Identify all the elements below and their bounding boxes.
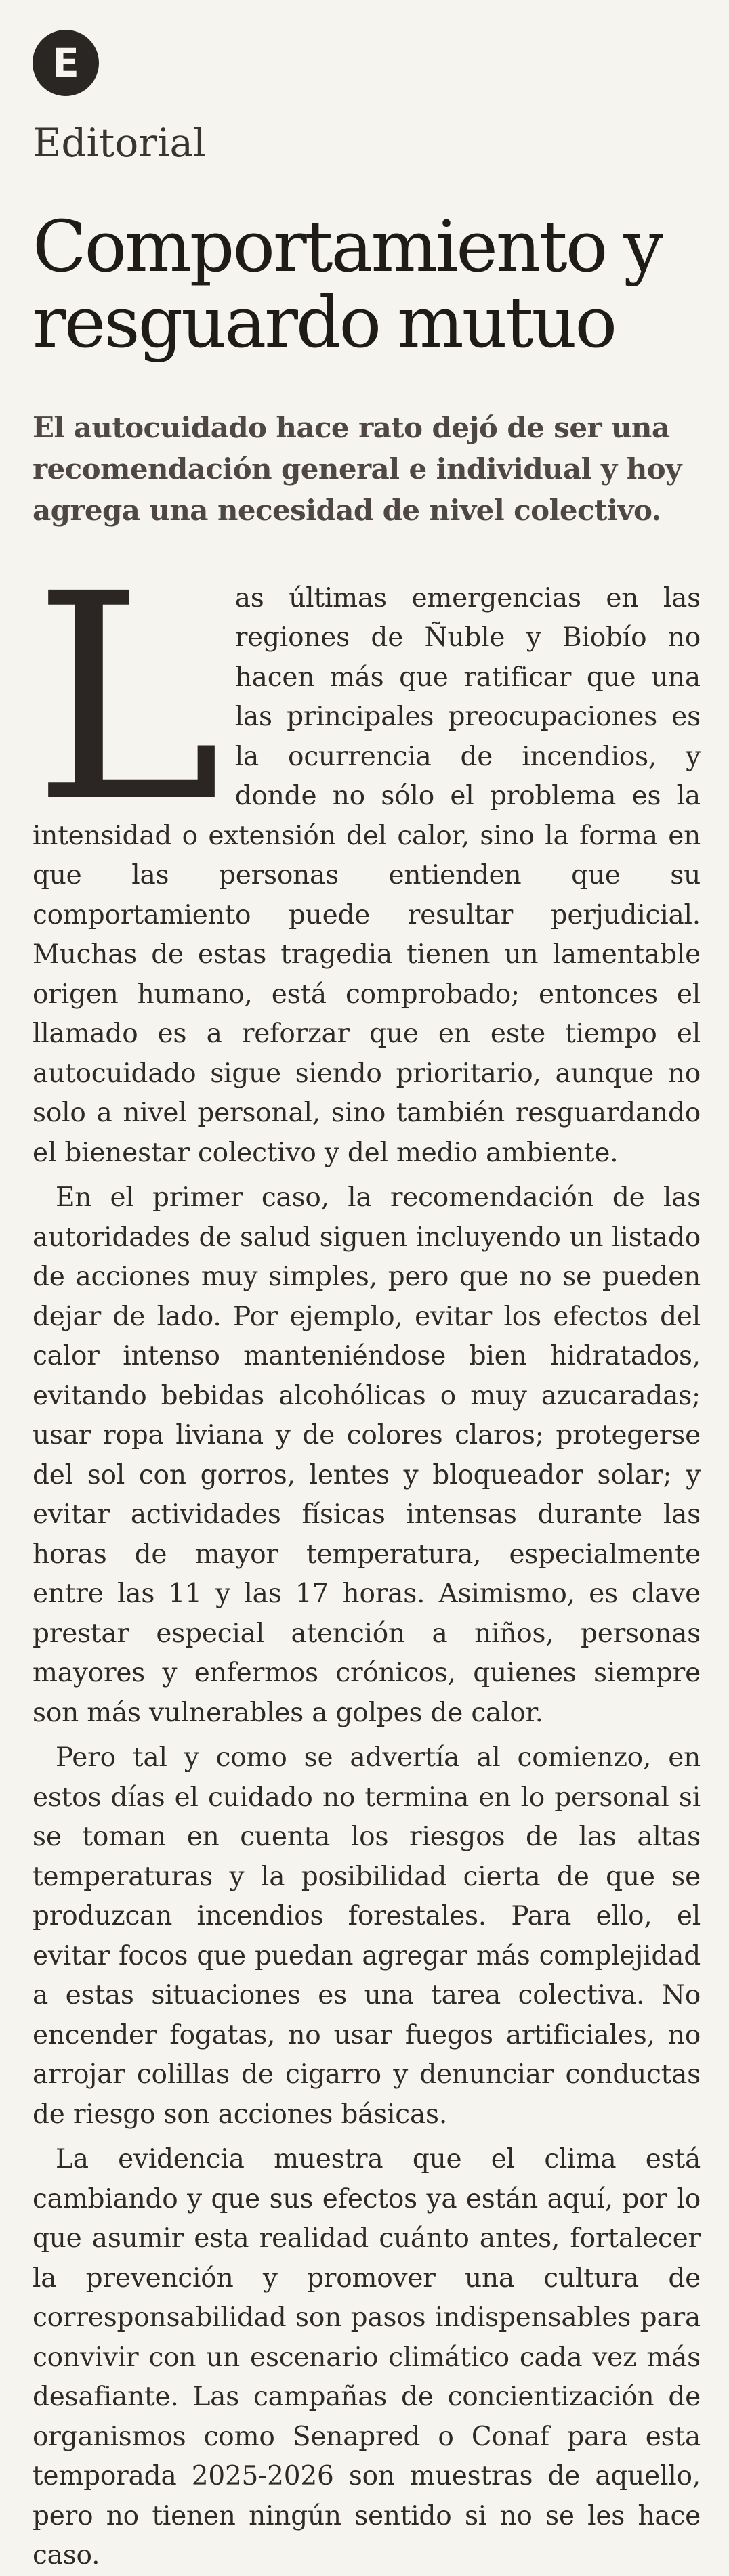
section-label: Editorial xyxy=(33,120,206,166)
paragraph-3: Pero tal y como se advertía al comienzo, en estos días el cuidado no termina en lo personal si se toman en cuenta los riesgos de las altas temperaturas y la posibilidad cierta de que se produzcan incendios forestales. Para ello, el evitar focos que puedan agregar más complejidad a estas situaciones es una tarea colectiva. No encender fogatas, no usar fuegos artificiales, no arrojar colillas de cigarro y denunciar conductas de riesgo son acciones básicas. xyxy=(33,1742,701,2130)
headline: Comportamiento y resguardo mutuo xyxy=(33,205,662,364)
article-body xyxy=(33,533,701,2576)
paragraph-1: as últimas emergencias en las regiones de Ñuble y Biobío no hacen más que ratificar que una las principales preocupaciones es la ocurrencia de incendios, y donde no sólo el problema es la intensidad o extensión del calor, sino la forma en que las personas entienden que su comportamiento puede resultar perjudicial. Muchas de estas tragedia tienen un lamentable origen humano, está comprobado; entonces el llamado es a reforzar que en este tiempo el autocuidado sigue siendo prioritario, aunque no solo a nivel personal, sino también resguardando el bienestar colectivo y del medio ambiente. xyxy=(33,582,701,1168)
drop-cap: L xyxy=(33,533,222,865)
section-badge xyxy=(33,30,99,96)
paragraph-4: La evidencia muestra que el clima está cambiando y que sus efectos ya están aquí, por lo que asumir esta realidad cuánto antes, fortalecer la prevención y promover una cultura de corresponsabilidad son pasos indispensables para convivir con un escenario climático cada vez más desafiante. Las campañas de concientización de organismos como Senapred o Conaf para esta temporada 2025-2026 son muestras de aquello, pero no tienen ningún sentido si no se les hace caso. xyxy=(33,2144,701,2571)
paragraph-2: En el primer caso, la recomendación de las autoridades de salud siguen incluyendo un listado de acciones muy simples, pero que no se pueden dejar de lado. Por ejemplo, evitar los efectos del calor intenso manteniéndose bien hidratados, evitando bebidas alcohólicas o muy azucaradas; usar ropa liviana y de colores claros; protegerse del sol con gorros, lentes y bloqueador solar; y evitar actividades físicas intensas durante las horas de mayor temperatura, especialmente entre las 11 y las 17 horas. Asimismo, es clave prestar especial atención a niños, personas mayores y enfermos crónicos, quienes siempre son más vulnerables a golpes de calor. xyxy=(33,1182,701,1728)
subheadline: El autocuidado hace rato dejó de ser una recomendación general e individual y hoy agrega una necesidad de nivel colectivo. xyxy=(33,411,682,527)
editorial-page xyxy=(33,30,701,2576)
section-badge-letter: E xyxy=(52,40,79,86)
